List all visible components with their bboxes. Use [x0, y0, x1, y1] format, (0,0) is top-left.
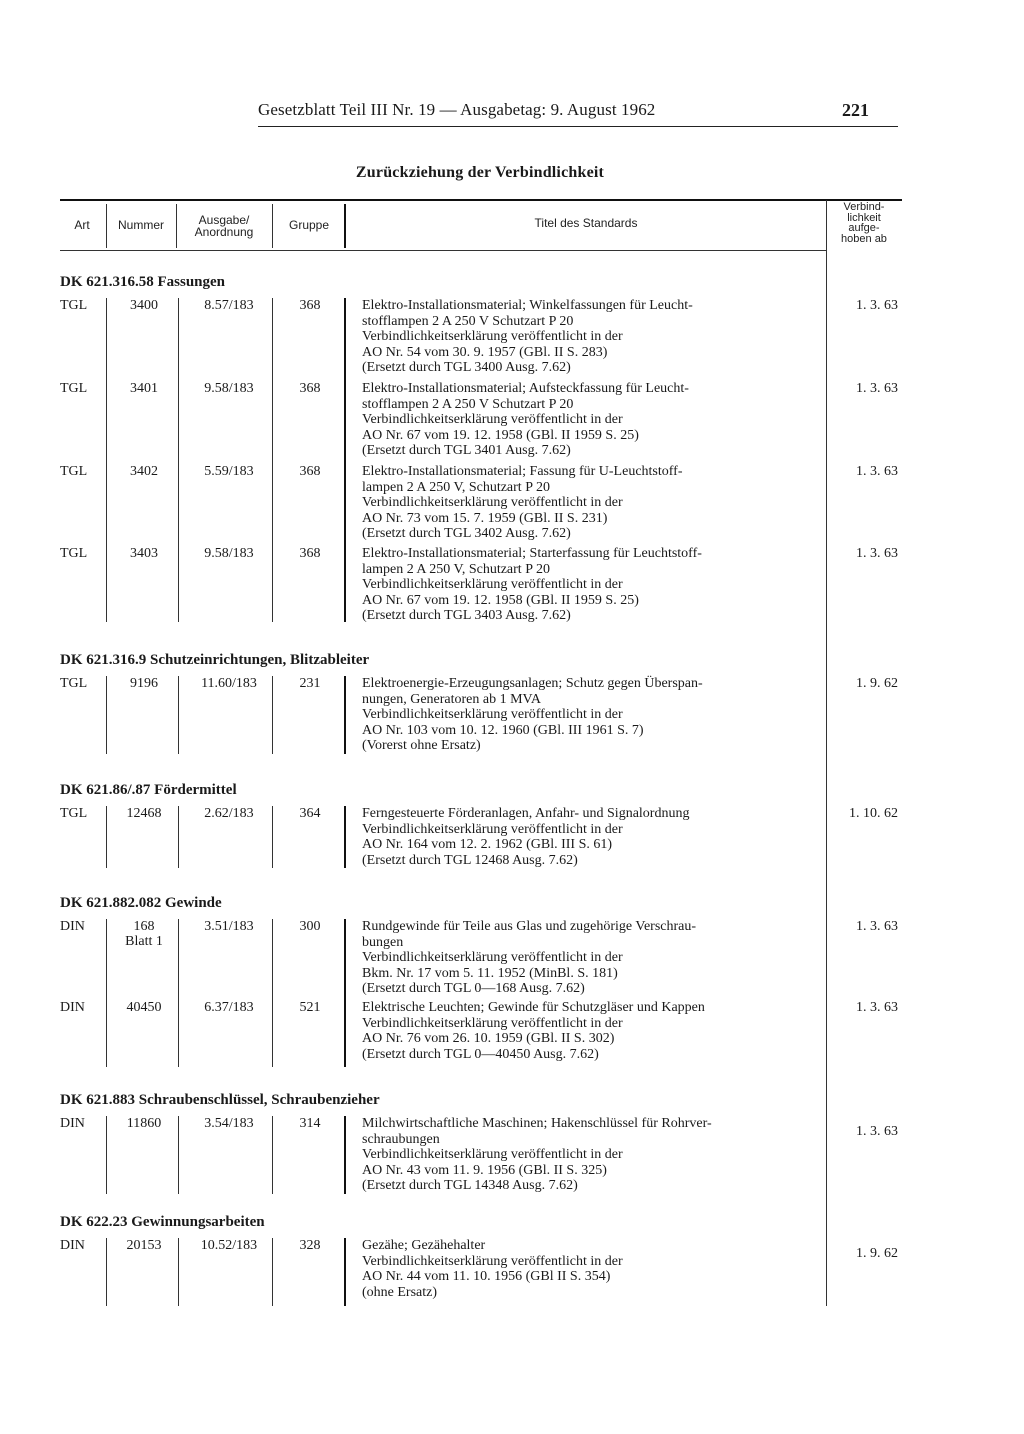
title-line: Elektro-Installationsmaterial; Starterfassung für Leuchtstoff-	[362, 546, 702, 561]
title-line: lampen 2 A 250 V, Schutzart P 20	[362, 561, 550, 577]
title-line: (Ersetzt durch TGL 3402 Ausg. 7.62)	[362, 526, 571, 541]
art-cell: TGL	[60, 806, 88, 821]
title-line: Rundgewinde für Teile aus Glas und zugehörige Verschrau-	[362, 919, 697, 934]
table-top-rule	[60, 199, 902, 201]
title-line: AO Nr. 164 vom 12. 2. 1962 (GBl. III S. 61)	[362, 837, 613, 852]
title-line: Verbindlichkeitserklärung veröffentlicht in der	[362, 1015, 623, 1031]
title-cell	[362, 919, 822, 997]
ausgabe-cell: 8.57/183	[204, 298, 254, 313]
gruppe-cell: 368	[299, 298, 321, 313]
title-line: (Ersetzt durch TGL 12468 Ausg. 7.62)	[362, 852, 578, 868]
nummer-cell: 11860	[126, 1116, 162, 1131]
column-divider	[178, 1116, 179, 1194]
group-title: DK 621.883 Schraubenschlüssel, Schraubenzieher	[60, 1092, 380, 1108]
title-line: Bkm. Nr. 17 vom 5. 11. 1952 (MinBl. S. 181)	[362, 965, 618, 981]
column-header-nummer: Nummer	[117, 218, 164, 232]
title-line: Verbindlichkeitserklärung veröffentlicht in der	[362, 577, 623, 592]
title-line: AO Nr. 44 vom 11. 10. 1956 (GBl II S. 354)	[362, 1269, 611, 1284]
title-line: (ohne Ersatz)	[362, 1284, 438, 1300]
column-divider	[272, 919, 273, 1067]
column-divider	[106, 1116, 107, 1194]
nummer-line: 168	[133, 919, 155, 934]
nummer-cell: 3400	[130, 298, 158, 313]
title-line: AO Nr. 54 vom 30. 9. 1957 (GBl. II S. 283)	[362, 344, 608, 360]
title-line: AO Nr. 43 vom 11. 9. 1956 (GBl. II S. 325)	[362, 1162, 607, 1178]
gruppe-cell: 368	[299, 464, 321, 479]
column-divider	[344, 676, 346, 754]
title-line: (Ersetzt durch TGL 3400 Ausg. 7.62)	[362, 360, 571, 375]
ausgabe-cell: 9.58/183	[204, 381, 254, 396]
title-line: Verbindlichkeitserklärung veröffentlicht in der	[362, 495, 623, 510]
gruppe-cell: 368	[299, 381, 321, 396]
aufgehoben-cell: 1. 3. 63	[856, 464, 898, 479]
column-divider	[178, 1238, 179, 1306]
gruppe-cell: 364	[299, 806, 321, 821]
title-line: (Ersetzt durch TGL 3401 Ausg. 7.62)	[362, 443, 571, 458]
title-line: AO Nr. 103 vom 10. 12. 1960 (GBl. III 1961 S. 7)	[362, 722, 644, 738]
column-header-gruppe: Gruppe	[288, 218, 330, 232]
table-header-rule	[60, 250, 826, 251]
column-header-verbindlichkeit-line: lichkeit	[847, 211, 881, 224]
title-line: nungen, Generatoren ab 1 MVA	[362, 691, 541, 707]
title-line: Verbindlichkeitserklärung veröffentlicht in der	[362, 1147, 623, 1162]
ausgabe-cell: 3.54/183	[204, 1116, 254, 1131]
column-divider	[344, 1238, 346, 1306]
ausgabe-cell: 11.60/183	[201, 676, 257, 691]
column-divider	[272, 676, 273, 754]
aufgehoben-cell: 1. 10. 62	[849, 806, 898, 821]
aufgehoben-cell: 1. 3. 63	[856, 1124, 898, 1139]
nummer-cell: 40450	[126, 1000, 162, 1015]
title-line: Elektro-Installationsmaterial; Winkelfassungen für Leucht-	[362, 298, 693, 313]
group-title: DK 621.316.9 Schutzeinrichtungen, Blitzableiter	[60, 652, 370, 668]
art-cell: TGL	[60, 298, 88, 313]
aufgehoben-cell: 1. 9. 62	[856, 676, 898, 691]
gruppe-cell: 314	[299, 1116, 321, 1131]
gruppe-cell: 231	[299, 676, 321, 691]
title-line: (Ersetzt durch TGL 0—168 Ausg. 7.62)	[362, 981, 585, 996]
art-cell: TGL	[60, 464, 88, 479]
title-line: lampen 2 A 250 V, Schutzart P 20	[362, 479, 550, 495]
column-divider	[344, 919, 346, 1067]
nummer-cell: 12468	[126, 806, 162, 821]
column-divider	[344, 1116, 346, 1194]
art-cell: DIN	[60, 1116, 85, 1131]
aufgehoben-cell: 1. 3. 63	[856, 546, 898, 561]
ausgabe-cell: 2.62/183	[204, 806, 254, 821]
art-cell: DIN	[60, 1238, 85, 1253]
title-line: bungen	[362, 934, 404, 950]
group-title: DK 621.882.082 Gewinde	[60, 895, 222, 911]
title-line: Verbindlichkeitserklärung veröffentlicht in der	[362, 329, 623, 344]
gruppe-cell: 328	[299, 1238, 321, 1253]
column-divider	[106, 676, 107, 754]
title-line: AO Nr. 73 vom 15. 7. 1959 (GBl. II S. 231)	[362, 510, 608, 526]
title-line: stofflampen 2 A 250 V Schutzart P 20	[362, 313, 574, 329]
title-line: Milchwirtschaftliche Maschinen; Hakenschlüssel für Rohrver-	[362, 1116, 712, 1131]
date-column-divider	[826, 200, 827, 1306]
column-header-verbindlichkeit-line: Verbind-	[843, 201, 885, 213]
title-cell	[362, 381, 822, 459]
art-cell: DIN	[60, 919, 85, 934]
title-line: Verbindlichkeitserklärung veröffentlicht in der	[362, 707, 623, 722]
group-title: DK 621.86/.87 Fördermittel	[60, 782, 237, 798]
column-header-ausgabe	[178, 214, 270, 238]
nummer-cell	[108, 919, 180, 949]
header-divider	[272, 204, 273, 248]
column-header-verbindlichkeit-line: hoben ab	[841, 232, 887, 245]
title-cell	[362, 546, 822, 624]
title-cell	[362, 806, 822, 868]
title-line: (Ersetzt durch TGL 14348 Ausg. 7.62)	[362, 1178, 578, 1193]
title-line: stofflampen 2 A 250 V Schutzart P 20	[362, 396, 574, 412]
group-title: DK 621.316.58 Fassungen	[60, 274, 226, 290]
running-title: Gesetzblatt Teil III Nr. 19 — Ausgabetag: 9. August 1962	[258, 100, 656, 119]
title-line: schraubungen	[362, 1131, 440, 1147]
column-header-ausgabe-line2: Anordnung	[194, 225, 254, 239]
column-header-ausgabe-line1: Ausgabe/	[198, 213, 250, 227]
header-divider	[344, 204, 346, 248]
art-cell: TGL	[60, 676, 88, 691]
title-cell	[362, 298, 822, 376]
column-divider	[272, 1116, 273, 1194]
title-line: Verbindlichkeitserklärung veröffentlicht in der	[362, 950, 623, 965]
gruppe-cell: 368	[299, 546, 321, 561]
nummer-cell: 20153	[126, 1238, 162, 1253]
title-line: Elektro-Installationsmaterial; Aufsteckfassung für Leucht-	[362, 381, 689, 396]
art-cell: DIN	[60, 1000, 85, 1015]
aufgehoben-cell: 1. 9. 62	[856, 1246, 898, 1261]
nummer-cell: 3401	[130, 381, 158, 396]
nummer-sheet: Blatt 1	[125, 934, 163, 949]
title-line: AO Nr. 67 vom 19. 12. 1958 (GBl. II 1959 S. 25)	[362, 427, 639, 443]
title-line: AO Nr. 67 vom 19. 12. 1958 (GBl. II 1959 S. 25)	[362, 592, 639, 608]
nummer-cell: 3402	[130, 464, 158, 479]
title-line: AO Nr. 76 vom 26. 10. 1959 (GBl. II S. 302)	[362, 1031, 615, 1046]
ausgabe-cell: 9.58/183	[204, 546, 254, 561]
gruppe-cell: 300	[299, 919, 321, 934]
title-cell	[362, 1116, 822, 1194]
column-divider	[272, 1238, 273, 1306]
title-line: Verbindlichkeitserklärung veröffentlicht in der	[362, 1253, 623, 1269]
title-cell	[362, 1238, 822, 1300]
art-cell: TGL	[60, 546, 88, 561]
title-line: Verbindlichkeitserklärung veröffentlicht in der	[362, 412, 623, 427]
section-title: Zurückziehung der Verbindlichkeit	[355, 164, 605, 181]
running-header	[0, 100, 1024, 126]
column-divider	[178, 806, 179, 868]
column-divider	[344, 806, 346, 868]
title-line: Elektro-Installationsmaterial; Fassung für U-Leuchtstoff-	[362, 464, 683, 479]
title-cell	[362, 464, 822, 542]
ausgabe-cell: 10.52/183	[200, 1238, 258, 1253]
header-divider	[106, 204, 107, 248]
header-divider	[176, 204, 177, 248]
column-header-titel: Titel des Standards	[534, 216, 638, 230]
title-line: Elektroenergie-Erzeugungsanlagen; Schutz gegen Überspan-	[362, 676, 703, 691]
aufgehoben-cell: 1. 3. 63	[856, 381, 898, 396]
gruppe-cell: 521	[299, 1000, 321, 1015]
column-divider	[178, 676, 179, 754]
column-divider	[272, 298, 273, 622]
aufgehoben-cell: 1. 3. 63	[856, 1000, 898, 1015]
header-rule	[258, 126, 898, 127]
column-divider	[178, 919, 179, 1067]
nummer-cell: 3403	[130, 546, 158, 561]
column-divider	[178, 298, 179, 622]
column-header-verbindlichkeit-line: aufge-	[848, 222, 880, 234]
title-line: (Ersetzt durch TGL 3403 Ausg. 7.62)	[362, 608, 571, 623]
column-divider	[344, 298, 346, 622]
column-header-verbindlichkeit	[828, 202, 900, 244]
art-cell: TGL	[60, 381, 88, 396]
aufgehoben-cell: 1. 3. 63	[856, 919, 898, 934]
title-line: (Vorerst ohne Ersatz)	[362, 738, 481, 753]
column-divider	[106, 1238, 107, 1306]
column-divider	[106, 919, 107, 1067]
column-divider	[106, 806, 107, 868]
ausgabe-cell: 5.59/183	[204, 464, 254, 479]
column-divider	[106, 298, 107, 622]
title-line: Ferngesteuerte Förderanlagen, Anfahr- und Signalordnung	[362, 806, 690, 821]
title-line: Elektrische Leuchten; Gewinde für Schutzgläser und Kappen	[362, 1000, 705, 1015]
title-cell	[362, 1000, 822, 1062]
title-cell	[362, 676, 822, 754]
aufgehoben-cell: 1. 3. 63	[856, 298, 898, 313]
ausgabe-cell: 6.37/183	[204, 1000, 254, 1015]
nummer-cell: 9196	[130, 676, 158, 691]
title-line: Verbindlichkeitserklärung veröffentlicht in der	[362, 821, 623, 837]
ausgabe-cell: 3.51/183	[204, 919, 254, 934]
title-line: (Ersetzt durch TGL 0—40450 Ausg. 7.62)	[362, 1046, 599, 1062]
page-number: 221	[842, 100, 869, 120]
title-line: Gezähe; Gezähehalter	[362, 1238, 486, 1253]
column-divider	[272, 806, 273, 868]
column-header-art: Art	[74, 218, 90, 232]
group-title: DK 622.23 Gewinnungsarbeiten	[60, 1214, 265, 1230]
